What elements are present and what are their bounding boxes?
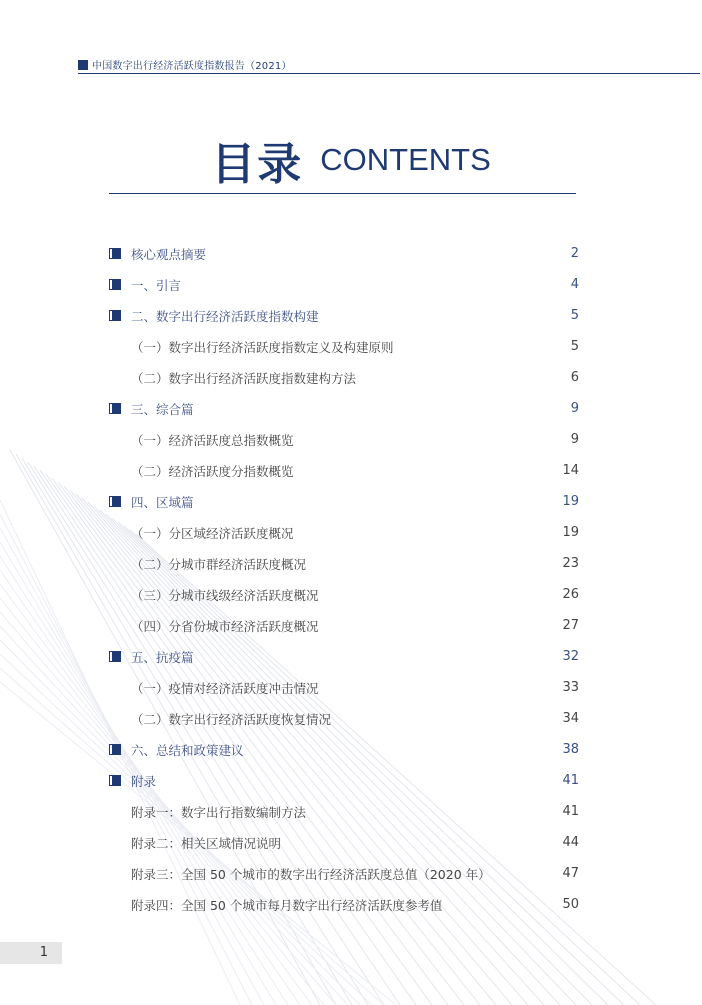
toc-entry-page: 6 <box>570 370 579 385</box>
toc-entry-label: （三）分城市线级经济活跃度概况 <box>131 587 319 603</box>
toc-entry[interactable] <box>109 269 579 300</box>
toc-entry-page: 14 <box>562 463 579 478</box>
toc-entry-label: （二）数字出行经济活跃度恢复情况 <box>131 711 332 727</box>
table-of-contents <box>109 238 579 920</box>
toc-entry-page: 41 <box>562 804 579 819</box>
page-title <box>0 128 702 192</box>
toc-entry-page: 9 <box>570 432 579 447</box>
toc-entry-label: 一、引言 <box>131 277 182 293</box>
section-marker-icon <box>109 310 121 321</box>
report-icon <box>78 60 88 70</box>
toc-entry-page: 19 <box>562 494 579 509</box>
toc-entry-page: 33 <box>562 680 579 695</box>
toc-entry-label: 附录一：数字出行指数编制方法 <box>131 804 307 820</box>
toc-entry-label: 四、区域篇 <box>131 494 194 510</box>
toc-entry[interactable] <box>109 517 579 548</box>
toc-entry-page: 19 <box>562 525 579 540</box>
toc-entry[interactable] <box>109 238 579 269</box>
toc-entry[interactable] <box>109 424 579 455</box>
toc-entry-page: 26 <box>562 587 579 602</box>
toc-entry[interactable] <box>109 300 579 331</box>
header <box>78 57 292 72</box>
toc-entry-page: 9 <box>570 401 579 416</box>
toc-entry-page: 5 <box>570 339 579 354</box>
toc-entry-page: 47 <box>562 866 579 881</box>
toc-entry-label: 六、总结和政策建议 <box>131 742 244 758</box>
toc-entry-page: 38 <box>562 742 579 757</box>
section-marker-icon <box>109 248 121 259</box>
section-marker-icon <box>109 744 121 755</box>
toc-entry[interactable] <box>109 703 579 734</box>
title-chinese: 目录 <box>211 139 304 190</box>
toc-entry-page: 23 <box>562 556 579 571</box>
toc-entry[interactable] <box>109 796 579 827</box>
section-marker-icon <box>109 496 121 507</box>
toc-entry-label: 附录 <box>131 773 157 789</box>
toc-entry-label: （二）分城市群经济活跃度概况 <box>131 556 307 572</box>
toc-entry-page: 34 <box>562 711 579 726</box>
toc-entry[interactable] <box>109 455 579 486</box>
section-marker-icon <box>109 279 121 290</box>
toc-entry[interactable] <box>109 858 579 889</box>
toc-entry[interactable] <box>109 827 579 858</box>
toc-entry[interactable] <box>109 765 579 796</box>
toc-entry[interactable] <box>109 331 579 362</box>
toc-entry[interactable] <box>109 672 579 703</box>
title-english: CONTENTS <box>320 142 491 177</box>
toc-entry-page: 44 <box>562 835 579 850</box>
section-marker-icon <box>109 775 121 786</box>
page-number: 1 <box>39 945 48 960</box>
toc-entry-label: 附录二：相关区域情况说明 <box>131 835 282 851</box>
toc-entry-label: （一）经济活跃度总指数概览 <box>131 432 294 448</box>
section-marker-icon <box>109 403 121 414</box>
toc-entry-label: 附录三：全国 50 个城市的数字出行经济活跃度总值（2020 年） <box>131 866 491 882</box>
toc-entry-page: 2 <box>570 246 579 261</box>
toc-entry[interactable] <box>109 610 579 641</box>
toc-entry-label: 二、数字出行经济活跃度指数构建 <box>131 308 319 324</box>
toc-entry-label: （一）数字出行经济活跃度指数定义及构建原则 <box>131 339 394 355</box>
toc-entry[interactable] <box>109 641 579 672</box>
toc-entry-label: 五、抗疫篇 <box>131 649 194 665</box>
title-divider <box>109 193 576 194</box>
toc-entry[interactable] <box>109 548 579 579</box>
toc-entry-label: （四）分省份城市经济活跃度概况 <box>131 618 319 634</box>
toc-entry-page: 50 <box>562 897 579 912</box>
toc-entry-label: （二）数字出行经济活跃度指数建构方法 <box>131 370 357 386</box>
toc-entry-label: （二）经济活跃度分指数概览 <box>131 463 294 479</box>
toc-entry[interactable] <box>109 889 579 920</box>
section-marker-icon <box>109 651 121 662</box>
toc-entry[interactable] <box>109 734 579 765</box>
toc-entry[interactable] <box>109 486 579 517</box>
toc-entry-page: 27 <box>562 618 579 633</box>
header-divider <box>78 73 700 74</box>
toc-entry[interactable] <box>109 579 579 610</box>
toc-entry-label: 附录四：全国 50 个城市每月数字出行经济活跃度参考值 <box>131 897 443 913</box>
toc-entry-page: 5 <box>570 308 579 323</box>
toc-entry-page: 32 <box>562 649 579 664</box>
toc-entry-page: 4 <box>570 277 579 292</box>
toc-entry[interactable] <box>109 362 579 393</box>
toc-entry-label: （一）分区域经济活跃度概况 <box>131 525 294 541</box>
toc-entry[interactable] <box>109 393 579 424</box>
toc-entry-label: （一）疫情对经济活跃度冲击情况 <box>131 680 319 696</box>
toc-entry-label: 核心观点摘要 <box>131 246 207 262</box>
toc-entry-page: 41 <box>562 773 579 788</box>
toc-entry-label: 三、综合篇 <box>131 401 194 417</box>
report-title: 中国数字出行经济活跃度指数报告（2021） <box>92 61 292 72</box>
